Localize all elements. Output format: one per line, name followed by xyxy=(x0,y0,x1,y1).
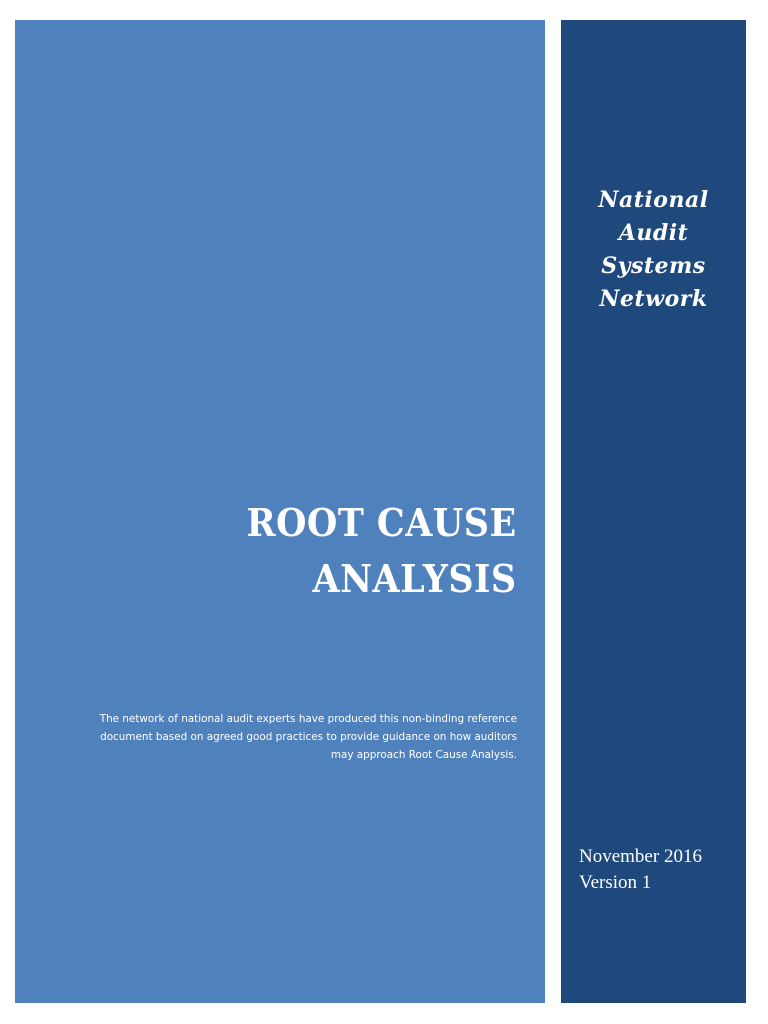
title-line-2: ANALYSIS xyxy=(312,556,517,601)
org-line-3: Systems xyxy=(601,253,706,279)
left-cover-panel xyxy=(15,20,545,1003)
date-version-block xyxy=(579,844,702,896)
document-title xyxy=(247,495,517,607)
title-line-1: ROOT CAUSE xyxy=(246,500,517,545)
right-cover-panel xyxy=(561,20,746,1003)
organization-name xyxy=(561,184,746,316)
document-description: The network of national audit experts have produced this non-binding reference document based on agreed good practices to provide guidance on how auditors may approach Root Cause Analysis. xyxy=(99,713,517,761)
org-line-4: Network xyxy=(599,286,708,312)
version-label: Version 1 xyxy=(579,872,652,893)
org-line-1: National xyxy=(598,187,709,213)
org-line-2: Audit xyxy=(618,220,689,246)
publication-date: November 2016 xyxy=(579,846,702,867)
